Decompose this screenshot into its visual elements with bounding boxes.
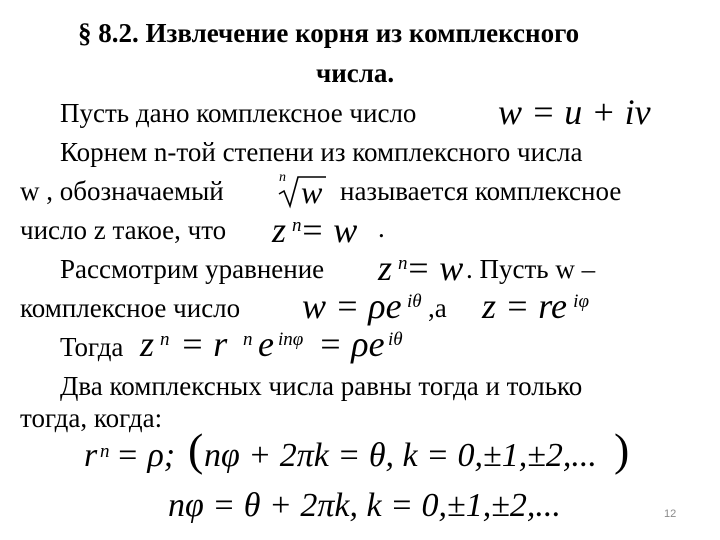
formula-exponent: iθ	[406, 291, 422, 312]
formula-e: e	[258, 324, 274, 364]
formula-equals-rho-e: = ρe	[318, 324, 385, 364]
formula-base: w = ρe	[302, 286, 402, 326]
formula-rest: = w	[406, 248, 464, 288]
slide-title-line-2: числа.	[316, 58, 395, 88]
root-radicand: w	[301, 174, 323, 210]
formula-close-paren: )	[614, 424, 630, 475]
formula-z-polar	[482, 286, 589, 326]
formula-z: z	[140, 324, 155, 364]
formula-exponent: iφ	[573, 291, 589, 312]
formula-condition-2: nφ = θ + 2πk, k = 0,±1,±2,...	[168, 487, 561, 524]
formula-base: z	[272, 210, 287, 250]
paragraph-given-number: Пусть дано комплексное число	[60, 98, 417, 128]
formula-exponent: n	[292, 215, 302, 236]
formula-z-power-n-equals-w	[272, 210, 357, 250]
slide-title-line-1: § 8.2. Извлечение корня из комплексного	[78, 18, 580, 48]
formula-base: z = re	[482, 286, 567, 326]
paragraph-and: ,а	[428, 293, 447, 323]
paragraph-complex-number: комплексное число	[20, 293, 241, 323]
formula-open-paren: (	[188, 424, 204, 475]
formula-condition-1	[84, 424, 644, 484]
formula-w-equals-u-plus-iv: w = u + iv	[498, 92, 651, 132]
formula-exponent-inphi: inφ	[278, 329, 304, 350]
formula-base: z	[378, 248, 393, 288]
formula-exponent-n: n	[160, 329, 170, 350]
formula-exponent: n	[398, 253, 408, 274]
formula-body: nφ + 2πk = θ, k = 0,±1,±2,...	[204, 437, 597, 474]
formula-equals-rho: = ρ;	[116, 437, 176, 474]
formula-exponent-itheta: iθ	[388, 329, 403, 350]
paragraph-root-definition-line-3: число z такое, что	[20, 215, 227, 245]
paragraph-root-definition-line-2b: называется комплексное	[340, 176, 622, 206]
paragraph-root-definition-line-2a: w , обозначаемый	[20, 176, 224, 206]
paragraph-consider-equation: Рассмотрим уравнение	[60, 254, 325, 284]
paragraph-equal-condition-line-2: тогда, когда:	[20, 403, 163, 433]
formula-w-polar	[302, 286, 422, 326]
formula-period: .	[378, 213, 385, 243]
formula-exponent-n: n	[243, 329, 253, 350]
paragraph-let-w: . Пусть w –	[466, 254, 596, 284]
formula-rest: = w	[300, 210, 358, 250]
root-index: n	[279, 170, 286, 185]
formula-z-n-polar	[140, 324, 410, 368]
paragraph-root-definition-line-1: Корнем n-той степени из комплексного числа	[60, 137, 583, 167]
paragraph-equal-condition-line-1: Два комплексных числа равны тогда и только	[60, 371, 583, 401]
formula-nth-root-of-w	[276, 172, 336, 212]
formula-equals-r: = r	[180, 324, 228, 364]
formula-exponent-n: n	[100, 441, 110, 462]
page-number: 12	[664, 508, 677, 520]
formula-r: r	[84, 437, 98, 474]
paragraph-then: Тогда	[60, 332, 124, 362]
